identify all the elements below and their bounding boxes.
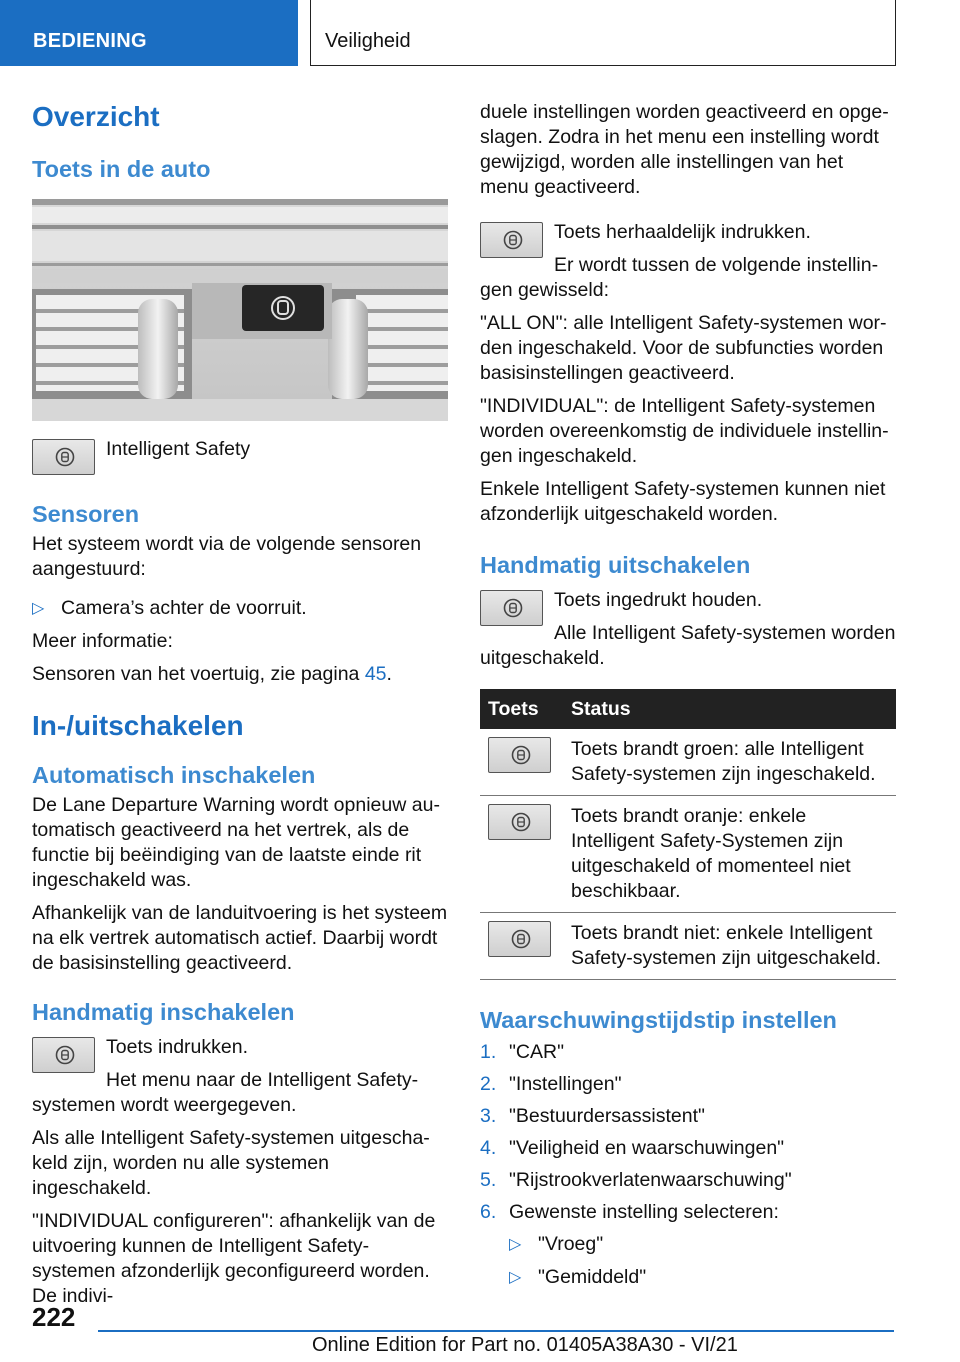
list-item [480,1168,896,1193]
intelligent-safety-icon [511,812,531,832]
step-text: "Rijstrookverlatenwaarschuwing" [509,1169,792,1191]
manual-on-paragraph-2: Als alle Intelligent Safety-systemen uitgeschakeld zijn, worden nu alle systemen ingeschakeld. [32,1127,430,1199]
more-info: Meer informatie: [32,630,173,652]
steps-list [480,1040,896,1225]
list-item [480,1072,896,1097]
list-item [480,1136,896,1161]
manual-off-block [480,588,896,671]
table-cell-icon [480,729,563,796]
table-cell-status: Toets brandt oranje: enkele Intelligent Safety-Systemen zijn uitgeschakeld of momenteel niet beschikbaar. [563,796,896,913]
heading-auto-on: Automatisch inschakelen [32,762,316,788]
table-row [480,796,896,913]
manual-off-step: Toets ingedrukt houden. [554,589,763,611]
intelligent-safety-icon [503,598,523,618]
step-number: 2. [480,1073,497,1095]
list-item [480,1200,896,1225]
step-number: 1. [480,1041,497,1063]
continued-paragraph: duele instellingen worden geactiveerd en opgeslagen. Zodra in het menu een instelling wordt gewijzigd, worden alle instellingen van het menu geactiveerd. [480,101,889,198]
chapter-tab: BEDIENING [0,0,298,66]
step-number: 3. [480,1105,497,1127]
button-caption: Intelligent Safety [106,438,251,460]
step-number: 5. [480,1169,497,1191]
individual-paragraph: "INDIVIDUAL": de Intelligent Safety-systemen worden overeenkomstig de individuele instellingen ingeschakeld. [480,395,889,467]
intelligent-safety-button[interactable] [32,1037,95,1073]
see-page-line [32,662,448,687]
step-number: 4. [480,1137,497,1159]
manual-on-step: Toets indrukken. [106,1036,248,1058]
table-cell-status: Toets brandt niet: enkele Intelligent Safety-systemen zijn uitgeschakeld. [563,913,896,980]
sub-option-item [509,1232,896,1257]
intelligent-safety-icon [511,745,531,765]
triangle-right-icon: ▷ [509,1269,522,1286]
auto-paragraph-2: Afhankelijk van de landuitvoering is het systeem na elk vertrek automatisch actief. Daarbij wordt de basisinstelling geactiveerd. [32,902,448,974]
table-header-row [480,689,896,729]
column-header-status: Status [563,689,896,729]
step-text: "CAR" [509,1041,565,1063]
step-text: "Instellingen" [509,1073,622,1095]
list-item [480,1040,896,1065]
manual-on-paragraph-3: "INDIVIDUAL configureren": afhankelijk van de uitvoering kunnen de Intelligent Safety-systemen afzonderlijk geconfigureerd worden. De indivi- [32,1210,436,1307]
step-text: "Bestuurdersassistent" [509,1105,705,1127]
manual-on-paragraph-1: Het menu naar de Intelligent Safety-systemen wordt weergegeven. [32,1069,419,1116]
sub-options [509,1232,896,1290]
manual-on-block [32,1035,448,1118]
page-number: 222 [32,1302,76,1332]
step-text: "Veiligheid en waarschuwingen" [509,1137,785,1159]
intelligent-safety-button[interactable] [32,439,95,475]
section-tab: Veiligheid [310,0,896,66]
intelligent-safety-button [488,804,551,840]
repeat-paragraph: Er wordt tussen de volgende instellingen gewisseld: [480,254,879,301]
table-cell-icon [480,913,563,980]
sub-option-text: "Vroeg" [538,1233,604,1255]
step-text: Gewenste instelling selecteren: [509,1201,779,1223]
page-header [0,0,960,66]
page-title: Overzicht [32,101,160,132]
edition-text: Online Edition for Part no. 01405A38A30 - VI/21 [312,1334,738,1356]
triangle-right-icon: ▷ [32,600,45,617]
table-cell-status: Toets brandt groen: alle Intelligent Safety-systemen zijn ingeschakeld. [563,729,896,796]
list-item [480,1104,896,1129]
dashboard-illustration [32,199,448,421]
intelligent-safety-icon [503,230,523,250]
see-page-text: Sensoren van het voertuig, zie pagina [32,663,360,685]
table-cell-icon [480,796,563,913]
see-page-end: . [386,663,392,685]
intelligent-safety-icon [55,1045,75,1065]
repeat-step: Toets herhaaldelijk indrukken. [554,221,811,243]
manual-off-paragraph: Alle Intelligent Safety-systemen worden uitgeschakeld. [480,622,896,669]
triangle-right-icon: ▷ [509,1236,522,1253]
sensors-bullet [32,596,448,621]
status-table [480,689,896,980]
left-column [32,100,448,1317]
step-number: 6. [480,1201,497,1223]
subtitle-button-in-car: Toets in de auto [32,156,211,182]
column-header-key: Toets [480,689,563,729]
heading-on-off: In-/uitschakelen [32,710,244,741]
intelligent-safety-icon [511,929,531,949]
heading-sensors: Sensoren [32,501,140,527]
intelligent-safety-button [488,737,551,773]
heading-manual-off: Handmatig uitschakelen [480,552,751,578]
heading-manual-on: Handmatig inschakelen [32,999,295,1025]
intelligent-safety-button[interactable] [480,222,543,258]
table-row [480,913,896,980]
intelligent-safety-icon [55,447,75,467]
button-legend [32,437,448,475]
sub-option-text: "Gemiddeld" [538,1266,647,1288]
repeat-block [480,220,896,303]
sensors-text: Het systeem wordt via de volgende sensoren aangestuurd: [32,533,422,580]
intelligent-safety-button[interactable] [480,590,543,626]
auto-paragraph-1: De Lane Departure Warning wordt opnieuw automatisch geactiveerd na het vertrek, als de functie bij beëindiging van de laatste einde rit ingeschakeld was. [32,794,440,891]
all-on-paragraph: "ALL ON": alle Intelligent Safety-systemen worden ingeschakeld. Voor de subfuncties worden basisinstellingen geactiveerd. [480,312,887,384]
sub-option-item [509,1265,896,1290]
table-row [480,729,896,796]
heading-warning-time: Waarschuwingstijdstip instellen [480,1007,837,1033]
some-systems-paragraph: Enkele Intelligent Safety-systemen kunnen niet afzonderlijk uitgeschakeld worden. [480,478,886,525]
page-link-45[interactable]: 45 [364,663,387,685]
intelligent-safety-button [488,921,551,957]
car-button-photo [32,199,448,421]
footer-divider [98,1330,894,1332]
sensors-bullet-text: Camera’s achter de voorruit. [61,597,307,619]
right-column [480,100,896,1298]
